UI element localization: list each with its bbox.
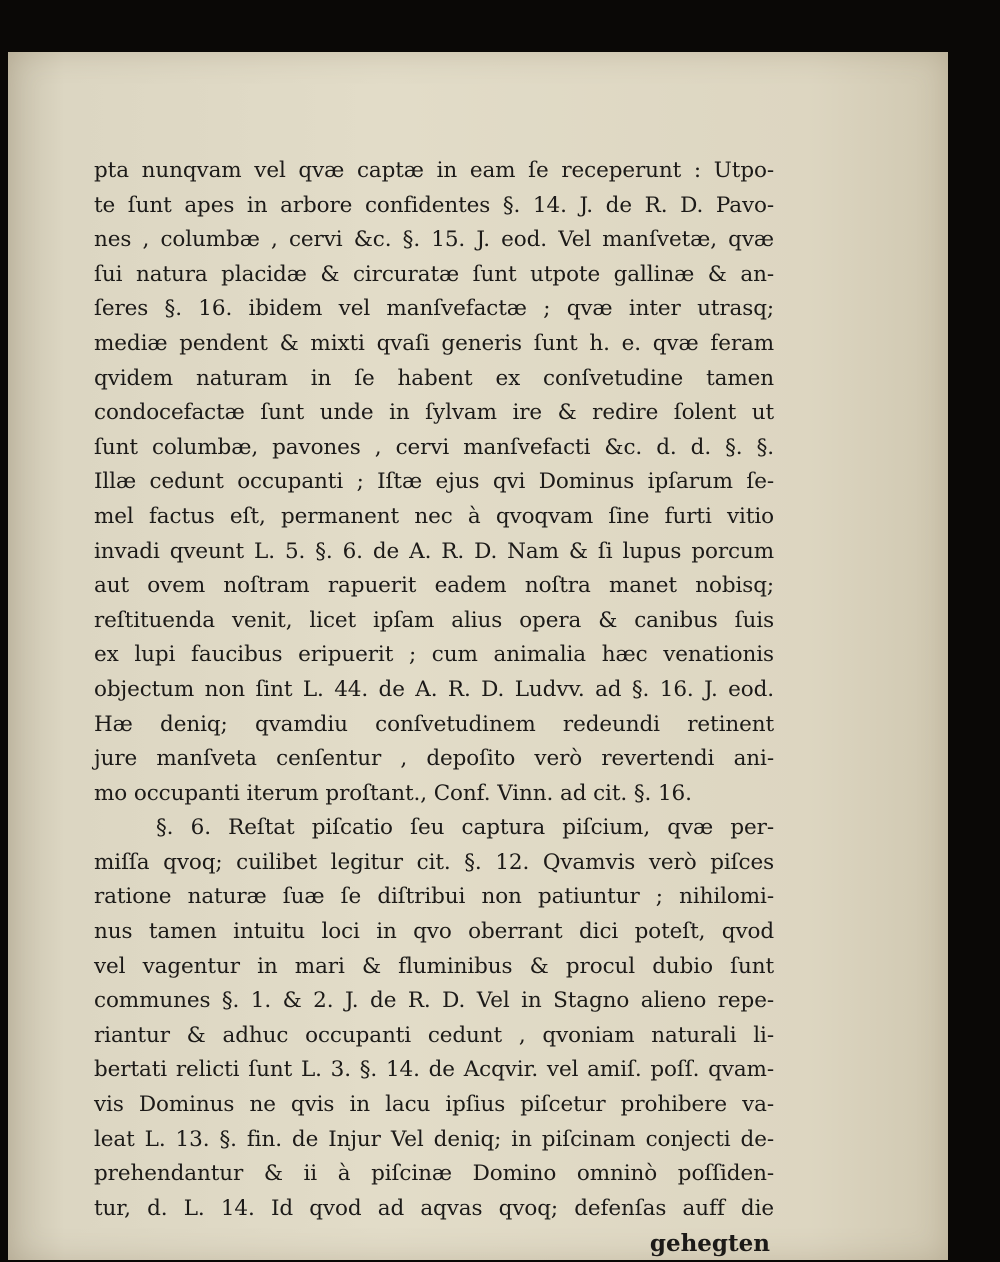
text-line: objectum non ſint L. 44. de A. R. D. Ludvv. ad §. 16. J. eod. [94,676,774,702]
text-line: invadi qveunt L. 5. §. 6. de A. R. D. Nam & ſi lupus porcum [94,538,774,564]
text-line: ex lupi faucibus eripuerit ; cum animalia hæc venationis [94,642,774,668]
page-text-block [94,154,774,1262]
text-line: nus tamen intuitu loci in qvo oberrant dici poteſt, qvod [94,919,774,945]
text-line: bertati relicti ſunt L. 3. §. 14. de Acqvir. vel amiſ. poſſ. qvam- [94,1057,774,1083]
catchword-line [94,1226,774,1262]
text-line: Illæ cedunt occupanti ; Iſtæ ejus qvi Dominus ipſarum ſe- [94,469,774,495]
text-line: te ſunt apes in arbore confidentes §. 14. J. de R. D. Pavo- [94,192,774,218]
text-line: ſui natura placidæ & circuratæ ſunt utpote gallinæ & an- [94,261,774,287]
text-line: condocefactæ ſunt unde in ſylvam ire & redire ſolent ut [94,400,774,426]
text-line: miſſa qvoq; cuilibet legitur cit. §. 12. Qvamvis verò piſces [94,849,774,875]
text-line: riantur & adhuc occupanti cedunt , qvoniam naturali li- [94,1022,774,1048]
text-line: mel factus eſt, permanent nec à qvoqvam ſine furti vitio [94,503,774,529]
text-line: pta nunqvam vel qvæ captæ in eam ſe receperunt : Utpo- [94,158,774,183]
text-line: qvidem naturam in ſe habent ex conſvetudine tamen [94,365,774,391]
book-page [8,52,948,1260]
text-line: ſeres §. 16. ibidem vel manſvefactæ ; qvæ inter utrasq; [94,296,774,322]
text-line: nes , columbæ , cervi &c. §. 15. J. eod. Vel manſvetæ, qvæ [94,227,774,253]
text-line: communes §. 1. & 2. J. de R. D. Vel in Stagno alieno repe- [94,988,774,1014]
text-line: vel vagentur in mari & fluminibus & procul dubio ſunt [94,953,774,979]
text-line: ratione naturæ ſuæ ſe diſtribui non patiuntur ; nihilomi- [94,884,774,910]
text-line: aut ovem noſtram rapuerit eadem noſtra manet nobisq; [94,573,774,599]
text-line: vis Dominus ne qvis in lacu ipſius piſcetur prohibere va- [94,1092,774,1118]
catchword: gehegten [649,1230,770,1258]
text-line: reſtituenda venit, licet ipſam alius opera & canibus ſuis [94,607,774,633]
text-line: tur, d. L. 14. Id qvod ad aqvas qvoq; defenſas auff die [94,1195,774,1221]
text-line: mo occupanti iterum proſtant., Conf. Vinn. ad cit. §. 16. [94,780,692,806]
text-line: leat L. 13. §. fin. de Injur Vel deniq; in piſcinam conjecti de- [94,1126,774,1152]
text-line: §. 6. Reſtat piſcatio ſeu captura piſcium, qvæ per- [156,815,774,841]
text-line: Hæ deniq; qvamdiu conſvetudinem redeundi retinent [94,711,774,737]
text-line: mediæ pendent & mixti qvaſi generis ſunt h. e. qvæ feram [94,330,774,356]
text-line: ſunt columbæ, pavones , cervi manſvefacti &c. d. d. §. §. [94,434,774,460]
text-line: jure manſveta cenſentur , depoſito verò revertendi ani- [94,746,774,772]
text-line: prehendantur & ii à piſcinæ Domino omninò poſſiden- [94,1161,774,1187]
